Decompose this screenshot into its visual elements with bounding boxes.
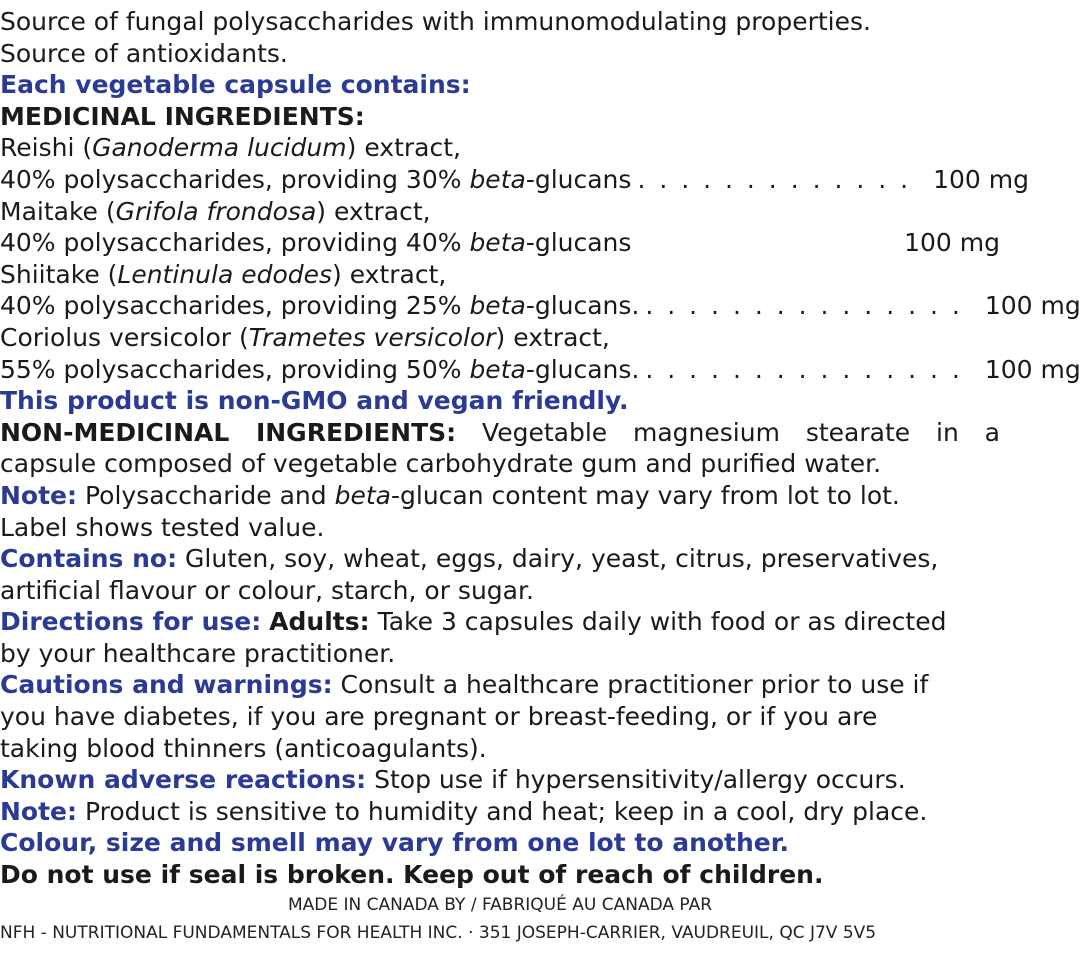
ingredient-suffix: extract, (333, 196, 431, 226)
storage-note: Note: Product is sensitive to humidity and heat; keep in a cool, dry place. (0, 796, 928, 826)
directions-label: Directions for use: (0, 607, 262, 637)
non-medicinal-text: Vegetable magnesium stearate in a (482, 417, 1000, 447)
cautions-line-1: Cautions and warnings: Consult a healthcare practitioner prior to use if (0, 670, 929, 700)
ingredient-name-row: Coriolus versicolor (Trametes versicolor) extract, (0, 322, 610, 352)
ingredient-name-row: Reishi (Ganoderma lucidum) extract, (0, 133, 461, 163)
adverse-label: Known adverse reactions: (0, 765, 367, 795)
non-medicinal-label: NON-MEDICINAL INGREDIENTS: (0, 417, 457, 447)
ingredient-common-name: Shiitake (0, 259, 100, 289)
adverse-reactions: Known adverse reactions: Stop use if hypersensitivity/allergy occurs. (0, 765, 906, 795)
storage-note-label: Note: (0, 796, 78, 826)
intro-line-2: Source of antioxidants. (0, 38, 288, 68)
leader-dots: . . . . . . . . . . . . . . . (645, 291, 963, 321)
made-in-canada: MADE IN CANADA BY / FABRIQUÉ AU CANADA PAR (287, 894, 713, 915)
ingredient-common-name: Reishi (0, 133, 75, 163)
non-medicinal-line-2: capsule composed of vegetable carbohydrate gum and purified water. (0, 449, 882, 479)
ingredient-name-row: Shiitake (Lentinula edodes) extract, (0, 259, 447, 289)
contains-no-line-2: artificial flavour or colour, starch, or sugar. (0, 575, 534, 605)
adults-label: Adults: (269, 607, 370, 637)
ingredient-dose: 100 mg (984, 291, 1081, 321)
directions-line-1: Directions for use: Adults: Take 3 capsules daily with food or as directed (0, 607, 947, 637)
ingredient-latin-name: Ganoderma lucidum (92, 133, 347, 163)
ingredient-description: 40% polysaccharides, providing 40% beta-glucans (0, 228, 632, 258)
capsule-heading: Each vegetable capsule contains: (0, 70, 471, 100)
note-lot-variation-line-2: Label shows tested value. (0, 512, 325, 542)
non-medicinal-line-1 (0, 417, 1000, 449)
ingredient-suffix: extract, (513, 322, 610, 352)
company-address: NFH - NUTRITIONAL FUNDAMENTALS FOR HEALTH INC. · 351 JOSEPH-CARRIER, VAUDREUIL, QC J7V 5V5 (0, 922, 877, 943)
note-lot-variation: Note: Polysaccharide and beta-glucan content may vary from lot to lot. (0, 480, 900, 510)
medicinal-heading: MEDICINAL INGREDIENTS: (0, 101, 365, 131)
ingredient-name-row: Maitake (Grifola frondosa) extract, (0, 196, 431, 226)
ingredient-description: 40% polysaccharides, providing 25% beta-glucans. (0, 291, 640, 321)
leader-dots: . . . . . . . . . . . . . (637, 164, 912, 194)
ingredient-dose-row (0, 164, 1029, 196)
intro-line-1: Source of fungal polysaccharides with immunomodulating properties. (0, 7, 871, 36)
ingredient-dose: 100 mg (984, 354, 1081, 384)
ingredient-suffix: extract, (364, 133, 461, 163)
ingredient-dose: 100 mg (904, 228, 1000, 258)
colour-variation-note: Colour, size and smell may vary from one lot to another. (0, 828, 790, 858)
ingredient-description: 55% polysaccharides, providing 50% beta-glucans. (0, 354, 640, 384)
ingredient-latin-name: Grifola frondosa (115, 196, 317, 226)
cautions-label: Cautions and warnings: (0, 670, 333, 700)
ingredient-dose: 100 mg (933, 164, 1029, 194)
ingredient-common-name: Coriolus versicolor (0, 322, 232, 352)
ingredient-description: 40% polysaccharides, providing 30% beta-glucans (0, 164, 632, 194)
ingredient-common-name: Maitake (0, 196, 98, 226)
contains-no-label: Contains no: (0, 544, 178, 574)
non-gmo-statement: This product is non-GMO and vegan friendly. (0, 386, 629, 416)
ingredient-dose-row (0, 290, 1081, 322)
seal-warning: Do not use if seal is broken. Keep out of reach of children. (0, 860, 824, 890)
leader-dots: . . . . . . . . . . . . . . . (645, 354, 963, 384)
cautions-line-3: taking blood thinners (anticoagulants). (0, 733, 487, 763)
note-label: Note: (0, 480, 78, 510)
ingredient-dose-row (0, 354, 1081, 386)
ingredient-latin-name: Lentinula edodes (117, 259, 333, 289)
directions-line-2: by your healthcare practitioner. (0, 638, 396, 668)
ingredient-suffix: extract, (349, 259, 447, 289)
ingredient-latin-name: Trametes versicolor (248, 322, 496, 352)
ingredient-dose-row (0, 227, 1000, 259)
contains-no-line-1: Contains no: Gluten, soy, wheat, eggs, dairy, yeast, citrus, preservatives, (0, 544, 939, 574)
cautions-line-2: you have diabetes, if you are pregnant or breast-feeding, or if you are (0, 702, 878, 732)
